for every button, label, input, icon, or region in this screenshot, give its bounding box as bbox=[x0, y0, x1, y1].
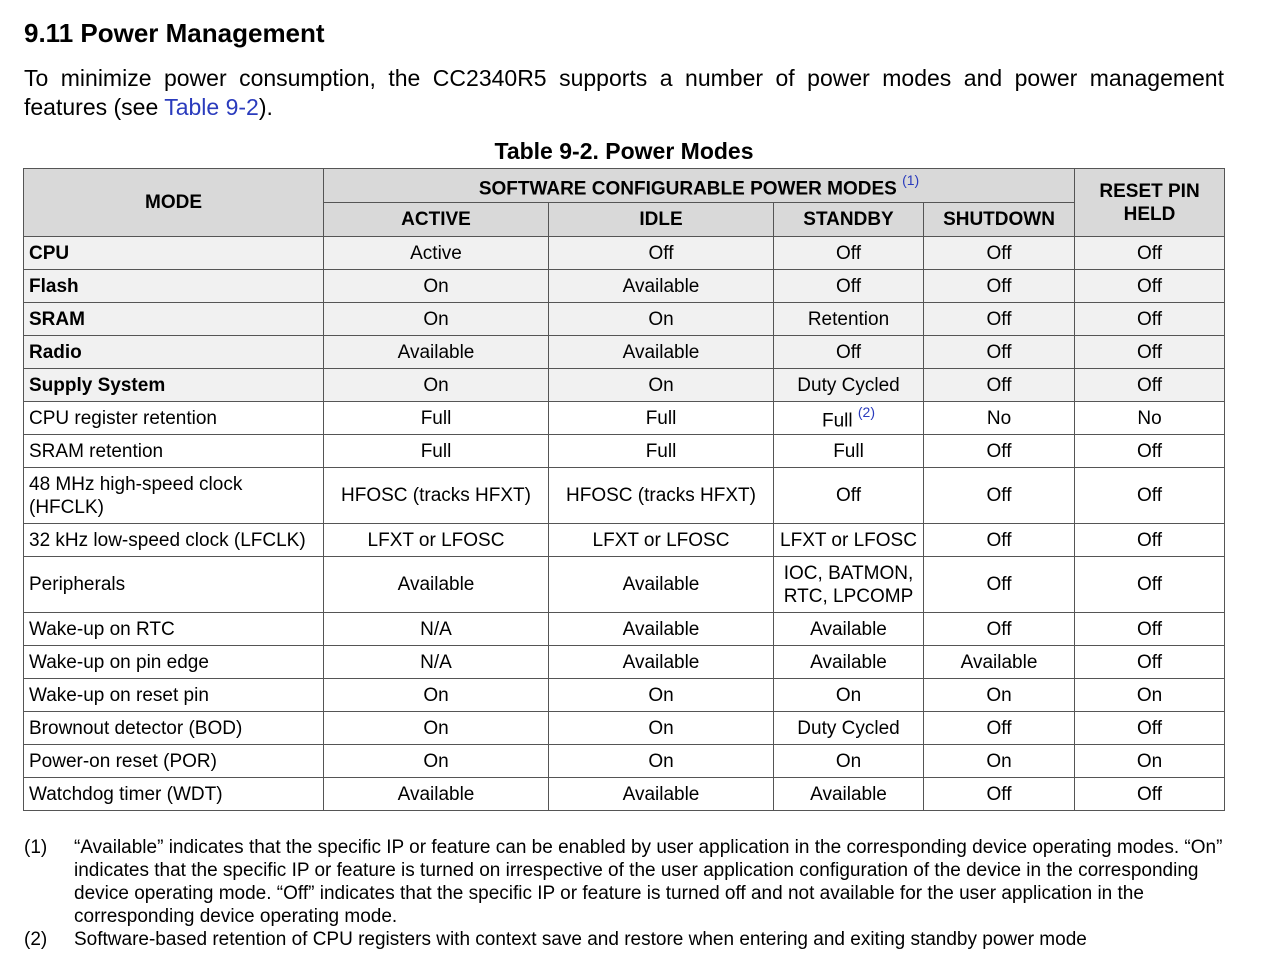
table-cell: Duty Cycled bbox=[774, 712, 924, 745]
power-modes-table bbox=[23, 168, 1225, 811]
table-cell: Off bbox=[1075, 778, 1225, 811]
row-label: Wake-up on pin edge bbox=[24, 646, 324, 679]
header-shutdown: SHUTDOWN bbox=[924, 203, 1075, 237]
table-row bbox=[24, 402, 1225, 435]
table-cell: On bbox=[924, 745, 1075, 778]
table-cell: Off bbox=[924, 557, 1075, 613]
header-software-modes bbox=[324, 169, 1075, 203]
table-cell: Available bbox=[324, 336, 549, 369]
header-standby: STANDBY bbox=[774, 203, 924, 237]
table-cell: On bbox=[1075, 745, 1225, 778]
table-cell: Off bbox=[924, 778, 1075, 811]
table-body bbox=[24, 237, 1225, 811]
table-cell: IOC, BATMON, RTC, LPCOMP bbox=[774, 557, 924, 613]
row-label: CPU bbox=[24, 237, 324, 270]
table-cell: On bbox=[549, 712, 774, 745]
row-label: CPU register retention bbox=[24, 402, 324, 435]
row-label: SRAM retention bbox=[24, 435, 324, 468]
table-cell: Off bbox=[1075, 613, 1225, 646]
table-cell: N/A bbox=[324, 646, 549, 679]
table-cell: Off bbox=[924, 613, 1075, 646]
row-label: 48 MHz high-speed clock (HFCLK) bbox=[24, 468, 324, 524]
row-label: Watchdog timer (WDT) bbox=[24, 778, 324, 811]
row-label: Power-on reset (POR) bbox=[24, 745, 324, 778]
row-label: Peripherals bbox=[24, 557, 324, 613]
table-cell: Off bbox=[1075, 336, 1225, 369]
table-cell: Available bbox=[549, 646, 774, 679]
table-cell: Available bbox=[549, 270, 774, 303]
header-active: ACTIVE bbox=[324, 203, 549, 237]
table-cell: On bbox=[324, 679, 549, 712]
table-cell: Off bbox=[1075, 557, 1225, 613]
row-label: Brownout detector (BOD) bbox=[24, 712, 324, 745]
table-cell: Full bbox=[324, 435, 549, 468]
table-notes bbox=[24, 836, 1244, 951]
table-cell: Available bbox=[774, 613, 924, 646]
table-cell: Available bbox=[549, 336, 774, 369]
table-cell: Off bbox=[924, 270, 1075, 303]
table-cell: On bbox=[1075, 679, 1225, 712]
table-cell: Off bbox=[924, 712, 1075, 745]
table-cell: On bbox=[549, 303, 774, 336]
row-label: 32 kHz low-speed clock (LFCLK) bbox=[24, 524, 324, 557]
table-cell: Available bbox=[774, 646, 924, 679]
note-1 bbox=[24, 836, 1244, 928]
table-cell: Off bbox=[1075, 237, 1225, 270]
row-label: Wake-up on reset pin bbox=[24, 679, 324, 712]
table-cell: N/A bbox=[324, 613, 549, 646]
table-cell: Off bbox=[1075, 303, 1225, 336]
table-cell: HFOSC (tracks HFXT) bbox=[549, 468, 774, 524]
note-text: Software-based retention of CPU registers with context save and restore when entering and exiting standby power mode bbox=[74, 929, 1087, 950]
table-cell: Off bbox=[1075, 468, 1225, 524]
table-row bbox=[24, 613, 1225, 646]
table-cell: On bbox=[324, 745, 549, 778]
table-cell: On bbox=[324, 712, 549, 745]
table-cell: Available bbox=[549, 778, 774, 811]
table-row bbox=[24, 435, 1225, 468]
table-cell: LFXT or LFOSC bbox=[324, 524, 549, 557]
table-row bbox=[24, 679, 1225, 712]
table-cell: Available bbox=[324, 778, 549, 811]
table-cell: Active bbox=[324, 237, 549, 270]
cell-text: Full bbox=[821, 410, 853, 432]
table-cell: Off bbox=[1075, 369, 1225, 402]
table-cell: Off bbox=[924, 336, 1075, 369]
note-2 bbox=[24, 928, 1244, 951]
table-cell: Full bbox=[324, 402, 549, 435]
table-cell: On bbox=[549, 679, 774, 712]
row-label: SRAM bbox=[24, 303, 324, 336]
note-number: (2) bbox=[24, 929, 48, 950]
table-cell: Available bbox=[549, 613, 774, 646]
table-cell: On bbox=[549, 745, 774, 778]
table-cell: Off bbox=[924, 435, 1075, 468]
table-cell: Full bbox=[549, 435, 774, 468]
footnote-ref-2[interactable]: (2) bbox=[857, 404, 876, 421]
table-caption: Table 9-2. Power Modes bbox=[494, 138, 754, 164]
section-title: 9.11 Power Management bbox=[24, 18, 325, 48]
row-label: Wake-up on RTC bbox=[24, 613, 324, 646]
table-cell: On bbox=[324, 270, 549, 303]
table-cell: No bbox=[1075, 402, 1225, 435]
table-cell: Off bbox=[549, 237, 774, 270]
table-row bbox=[24, 468, 1225, 524]
table-row bbox=[24, 369, 1225, 402]
table-cell: Off bbox=[924, 468, 1075, 524]
table-row bbox=[24, 646, 1225, 679]
table-row bbox=[24, 778, 1225, 811]
table-cell: Retention bbox=[774, 303, 924, 336]
table-cell: Off bbox=[1075, 524, 1225, 557]
table-row bbox=[24, 303, 1225, 336]
intro-text-end: ). bbox=[258, 94, 273, 120]
table-cell: Full bbox=[549, 402, 774, 435]
table-row bbox=[24, 524, 1225, 557]
header-idle: IDLE bbox=[549, 203, 774, 237]
table-cell: Available bbox=[924, 646, 1075, 679]
footnote-ref-1[interactable]: (1) bbox=[902, 171, 920, 188]
row-label: Flash bbox=[24, 270, 324, 303]
note-number: (1) bbox=[24, 837, 48, 858]
table-cell: Full bbox=[774, 435, 924, 468]
table-cell: On bbox=[774, 679, 924, 712]
table-row bbox=[24, 237, 1225, 270]
table-cell: On bbox=[324, 369, 549, 402]
note-text: “Available” indicates that the specific IP or feature can be enabled by user application in the corresponding device operating modes. “On” indicates that the specific IP or feature is turned on irrespective of the user application configuration of the device in the corresponding device operating mode. “Off” indicates that the specific IP or feature is turned off and not available for the user application in the corresponding device operating mode. bbox=[74, 837, 1223, 927]
table-row bbox=[24, 557, 1225, 613]
table-cell: Off bbox=[774, 336, 924, 369]
table-cell: No bbox=[924, 402, 1075, 435]
table-cell: Off bbox=[924, 303, 1075, 336]
table-row bbox=[24, 712, 1225, 745]
table-cell: Off bbox=[1075, 435, 1225, 468]
table-link[interactable]: Table 9-2 bbox=[164, 94, 259, 120]
header-reset-pin-held: RESET PIN HELD bbox=[1075, 169, 1225, 237]
table-cell: Available bbox=[774, 778, 924, 811]
table-cell: LFXT or LFOSC bbox=[774, 524, 924, 557]
row-label: Supply System bbox=[24, 369, 324, 402]
header-software-modes-label: SOFTWARE CONFIGURABLE POWER MODES bbox=[478, 178, 897, 200]
table-cell: Available bbox=[549, 557, 774, 613]
table-cell: On bbox=[774, 745, 924, 778]
table-row bbox=[24, 270, 1225, 303]
table-cell: HFOSC (tracks HFXT) bbox=[324, 468, 549, 524]
table-cell: On bbox=[549, 369, 774, 402]
table-cell bbox=[774, 402, 924, 435]
table-cell: LFXT or LFOSC bbox=[549, 524, 774, 557]
table-cell: On bbox=[324, 303, 549, 336]
intro-text: To minimize power consumption, the CC2340R5 supports a number of power modes and power management features (see bbox=[24, 65, 1224, 120]
table-row bbox=[24, 336, 1225, 369]
table-cell: Off bbox=[1075, 270, 1225, 303]
table-cell: Off bbox=[774, 237, 924, 270]
table-cell: Off bbox=[1075, 646, 1225, 679]
table-cell: Duty Cycled bbox=[774, 369, 924, 402]
table-cell: Available bbox=[324, 557, 549, 613]
table-cell: Off bbox=[924, 237, 1075, 270]
table-cell: Off bbox=[924, 369, 1075, 402]
table-cell: Off bbox=[774, 468, 924, 524]
intro-paragraph bbox=[24, 64, 1224, 122]
table-cell: Off bbox=[1075, 712, 1225, 745]
table-cell: Off bbox=[924, 524, 1075, 557]
table-row bbox=[24, 745, 1225, 778]
table-cell: On bbox=[924, 679, 1075, 712]
table-cell: Off bbox=[774, 270, 924, 303]
row-label: Radio bbox=[24, 336, 324, 369]
header-mode: MODE bbox=[24, 169, 324, 237]
